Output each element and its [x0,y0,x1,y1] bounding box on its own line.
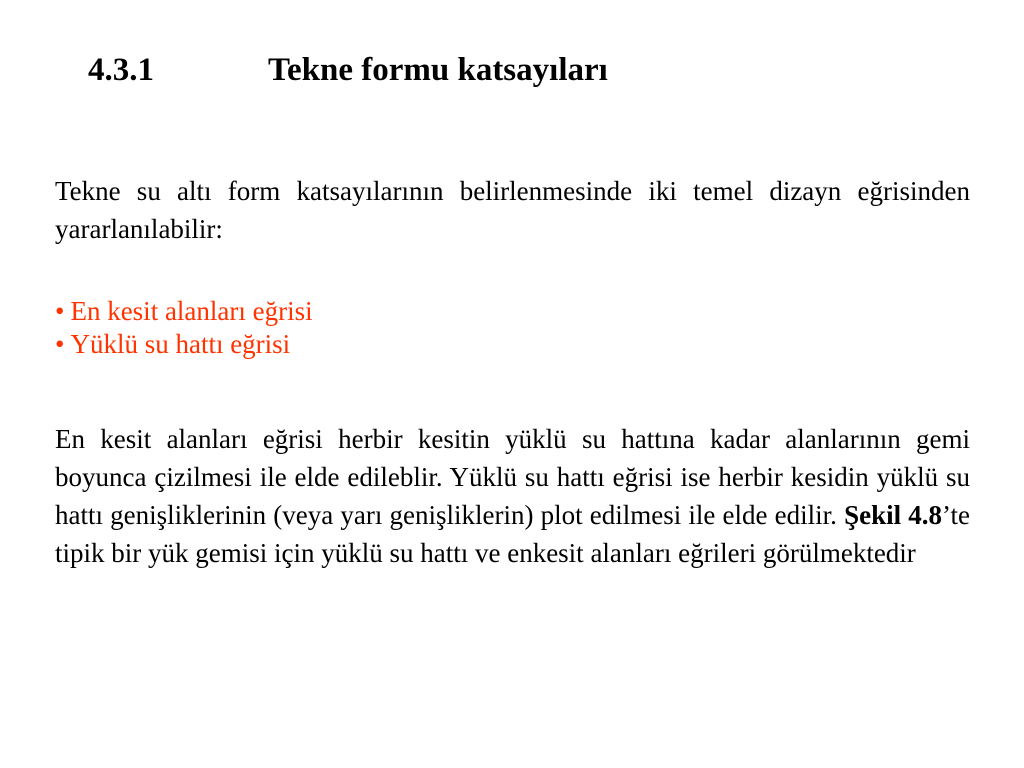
bullet-item [55,328,655,361]
body-paragraph [55,420,970,572]
figure-reference: Şekil 4.8 [844,500,942,530]
bullet-marker: • [55,296,65,326]
bullet-marker: • [55,329,65,359]
section-title: Tekne formu katsayıları [268,52,608,88]
bullet-list [55,295,655,361]
body-text-end: ’te tipik bir yük gemisi için yüklü su hattı ve enkesit alanları eğrileri görülmektedir [55,500,970,568]
bullet-text: En kesit alanları eğrisi [70,296,313,326]
section-heading [88,50,608,90]
intro-paragraph: Tekne su altı form katsayılarının belirlenmesinde iki temel dizayn eğrisinden yararlanılabilir: [55,176,970,244]
bullet-item [55,295,655,328]
bullet-text: Yüklü su hattı eğrisi [70,329,291,359]
section-number: 4.3.1 [88,52,154,88]
body-text-start: En kesit alanları eğrisi herbir kesitin yüklü su hattına kadar alanlarının gemi boyunca çizilmesi ile elde edileblir. Yüklü su hattı eğrisi ise herbir kesidin yüklü su hattı genişliklerinin (veya yarı genişliklerin) plot edilmesi ile elde edilir. [55,424,970,530]
